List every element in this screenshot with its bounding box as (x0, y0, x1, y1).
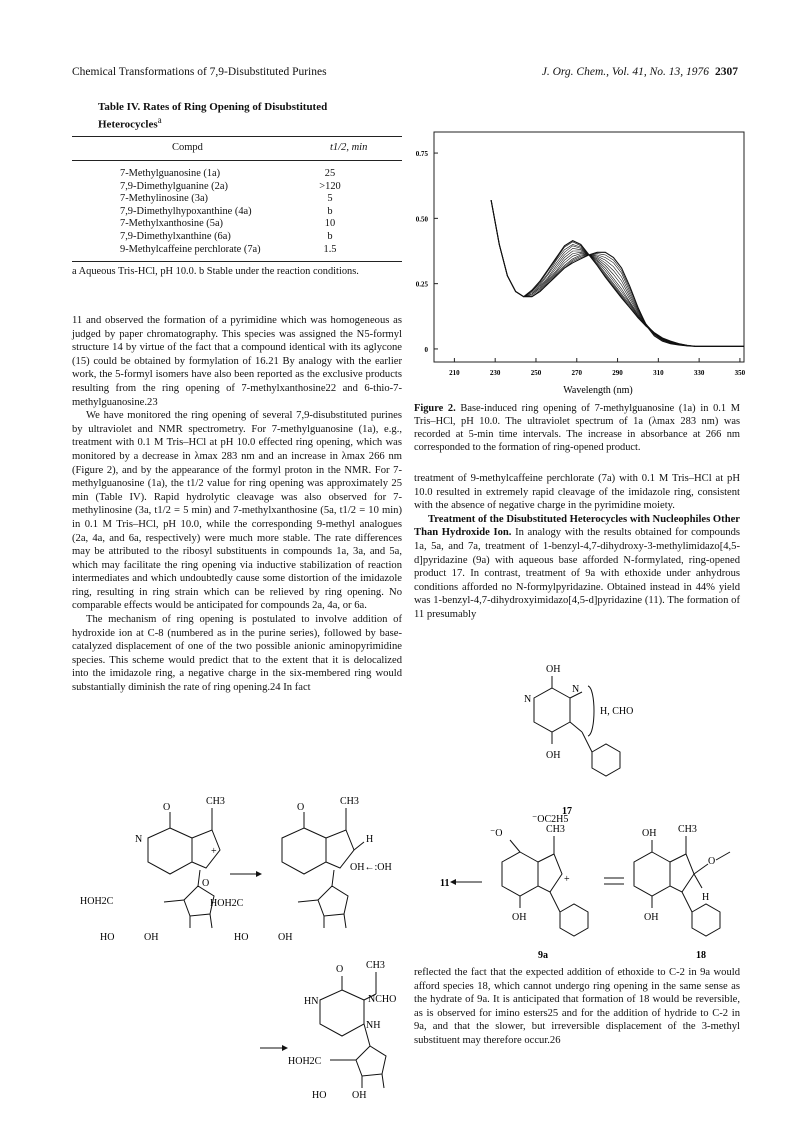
atom-n: N (572, 684, 580, 695)
x-tick-label: 270 (571, 369, 583, 377)
atom-oh: OH (144, 932, 159, 943)
x-tick-label: 310 (653, 369, 664, 377)
x-axis-label: Wavelength (nm) (563, 385, 633, 396)
y-tick-label: 0.75 (415, 150, 428, 159)
atom-oh: OH (546, 664, 561, 675)
spectrum-line (491, 200, 744, 346)
table-row (120, 193, 360, 205)
table-title (98, 101, 388, 132)
half-life-value: b (327, 231, 333, 242)
atom-hn: HN (304, 996, 319, 1007)
ethoxide: ⁻OC2H5 (532, 814, 569, 825)
table-top-rule (72, 136, 402, 137)
paragraph: treatment of 9-methylcaffeine perchlorate (7a) with 0.1 M Tris–HCl at pH 10.0 resulted in extremely rapid cleavage of the imidazole ring, consistent with the absence of negative charge in the pyrimidine moiety. (414, 473, 740, 512)
table-number: Table IV. (98, 101, 141, 113)
journal-citation (542, 66, 738, 78)
compound-name: 7,9-Dimethylhypoxanthine (4a) (120, 205, 252, 217)
x-tick-label: 230 (489, 369, 501, 377)
y-tick-label: 0.50 (415, 215, 428, 224)
x-tick-label: 250 (530, 369, 542, 377)
atom-o: O (708, 856, 716, 867)
half-life-value: b (327, 205, 333, 217)
journal-name: J. Org. Chem., Vol. 41, No. 13, 1976 (541, 66, 709, 78)
figure-caption (414, 402, 740, 454)
atom-oh: OH (512, 912, 527, 923)
spectrum-line (491, 200, 744, 346)
table-row (120, 168, 360, 180)
table-row (120, 218, 360, 230)
atom-o: O (336, 964, 344, 975)
atom-ho: HO (100, 932, 115, 943)
spectrum-line (491, 200, 744, 346)
atom-nh: NH (366, 1020, 381, 1031)
atom-hoh2c: HOH2C (210, 898, 244, 909)
table-row (120, 231, 360, 243)
half-life-value: 1.5 (323, 243, 337, 255)
spectrum-line (491, 200, 744, 346)
y-tick-label: 0 (424, 345, 428, 354)
y-tick-label: 0.25 (415, 280, 428, 289)
section-heading: Treatment of the Disubstituted Heterocycles with Nucleophiles Other Than Hydroxide Ion. (414, 513, 740, 539)
spectrum-line (491, 200, 744, 346)
uv-spectrum-chart (408, 100, 748, 400)
atom-ho: HO (312, 1090, 327, 1101)
compound-name: 7-Methylguanosine (1a) (120, 168, 221, 179)
half-life-value: 25 (324, 168, 336, 179)
x-tick-label: 330 (693, 369, 705, 377)
spectrum-line (491, 200, 744, 346)
paragraph: reflected the fact that the expected addition of ethoxide to C-2 in 9a would afford species 18, which cannot undergo ring opening in the same sense as the hydrate of 9a. It is anticipated that formation of 18 would be reversible, as is observed for imino esters25 and for the addition of hydride to C-2 in 9a, and that the slower, but irreversible displacement of the 3-methyl substituent may therefore occur.26 (414, 967, 740, 1046)
spectrum-line (491, 200, 744, 346)
atom-oh: OH (352, 1090, 367, 1101)
col-t-half: t1/2, min (330, 142, 368, 153)
table-title-sup: a (157, 115, 162, 125)
atom-hoh2c: HOH2C (80, 896, 114, 907)
ring-opening-scheme (60, 790, 410, 1130)
compound-name: 9-Methylcaffeine perchlorate (7a) (120, 243, 261, 255)
plot-frame (434, 132, 744, 362)
paragraph: The mechanism of ring opening is postulated to involve addition of hydroxide ion at C-8 (numbered as in the purine series), followed by base-catalyzed displacement of one of the two possible anionic aminopyrimidine species. This scheme would predict that to the extent that it is delocalized into the imidazole ring, a negative charge in the six-membered ring would substantially diminish the rate of ring opening.24 In fact (72, 614, 402, 694)
col-compd: Compd (172, 142, 203, 153)
paragraph: 11 and observed the formation of a pyrimidine which was homogeneous as judged by paper chromatography. This species was assigned the N5-formyl structure 14 by virtue of the fact that a compound identical with its aglycone (15) could be obtained by formylation of 16.21 By analogy with the earlier work, the 5-formyl isomers have also been reported as the exclusive products resulting from the ring opening of 7-methylxanthosine22 and 6-thio-7-methylguanosine.23 (72, 315, 402, 408)
atom-n: N (135, 834, 143, 845)
running-head: Chemical Transformations of 7,9-Disubstituted Purines (72, 66, 327, 78)
ring-o: O (202, 878, 210, 889)
x-tick-label: 350 (734, 369, 746, 377)
atom-hoh2c: HOH2C (288, 1056, 322, 1067)
compound-label-17: 17 (562, 806, 572, 817)
atom-ho: HO (234, 932, 249, 943)
atom-oh: OH (546, 750, 561, 761)
chart-axes (416, 132, 746, 377)
right-column-text-2 (414, 966, 740, 1048)
hcho-substituent: H, CHO (600, 706, 634, 717)
compound-label-9a: 9a (538, 950, 548, 961)
spectrum-line (491, 200, 744, 346)
structure-17 (520, 662, 660, 822)
spectrum-line (491, 200, 744, 346)
spectrum-line (491, 200, 744, 346)
spectrum-line (491, 200, 744, 346)
half-life-value: 10 (324, 218, 336, 230)
half-life-value: >120 (319, 180, 341, 192)
atom-ncho: NCHO (368, 994, 397, 1005)
paragraph: In analogy with the results obtained for compounds 1a, 5a, and 7a, treatment of 1-benzyl-4,7-dihydroxy-3-methylimidazo[4,5-d]pyridazine (9a) with aqueous base afforded N-formylated, ring-opened product 17. In contrast, treatment of 9a with ethoxide under anhydrous conditions afforded no N-formylpyridazine. Obtained instead in 44% yield was 1-benzyl-4,7-dihydroxyimidazo[4,5-d]pyridazine (11). The formation of 11 presumably (414, 527, 740, 620)
ethoxide-scheme (420, 812, 750, 962)
table-row (120, 181, 360, 193)
chart-series (491, 200, 744, 346)
atom-h: H (702, 892, 710, 903)
atom-o-minus: ⁻O (490, 828, 503, 839)
structure-1a (148, 808, 220, 928)
right-column-text (414, 472, 740, 622)
table-row (120, 206, 360, 218)
plus-charge: + (564, 874, 570, 885)
compound-name: 7,9-Dimethylxanthine (6a) (120, 231, 231, 242)
atom-oh: OH (278, 932, 293, 943)
table-header-rule (72, 160, 402, 161)
table-title-text: Rates of Ring Opening of Disubstituted Heterocycles (98, 101, 328, 131)
atom-ch3: CH3 (340, 796, 359, 807)
paragraph: We have monitored the ring opening of several 7,9-disubstituted purines by ultraviolet and NMR spectrometry. For 7-methylguanosine (1a), e.g., treatment with 0.1 M Tris–HCl at pH 10.0 effected ring opening, which was monitored by a decrease in λmax 283 nm and an increase in λmax 266 nm (Figure 2), and by the appearance of the formyl proton in the NMR. For 7-methylguanosine (1a), the t1/2 value for ring opening was approximately 25 min (Table IV). Rapid hydrolytic cleavage was also observed for 7-methylinosine (3a, t1/2 = 5 min) and 7-methylxanthosine (5a, t1/2 = 10 min) in 0.1 M Tris–HCl, pH 10.0, while the corresponding 9-methyl analogues (2a, 4a, and 6a, respectively) were much more stable. The rate differences may be attributed to the ribosyl substituents in compounds 1a, 3a, and 5a, which may facilitate the ring opening via inductive stabilization of reaction intermediates and which undoubtedly cause some distortion of the imidazole ring, resulting in ring strain which can be relieved by ring opening. No comparable effects would be anticipated for compounds 2a, 4a, or 6a. (72, 410, 402, 612)
compound-label-18: 18 (696, 950, 706, 961)
atom-ch3: CH3 (206, 796, 225, 807)
atom-ch3: CH3 (366, 960, 385, 971)
x-tick-label: 290 (612, 369, 623, 377)
compound-name: 7-Methylinosine (3a) (120, 193, 209, 205)
atom-o: O (297, 802, 305, 813)
atom-n: N (524, 694, 532, 705)
compound-name: 7,9-Dimethylguanine (2a) (120, 180, 228, 192)
half-life-value: 5 (327, 193, 333, 205)
plus-charge: + (211, 846, 217, 857)
figure-caption-text: Base-induced ring opening of 7-methylguanosine (1a) in 0.1 M Tris–HCl, pH 10.0. The ultraviolet spectrum of 1a (λmax 283 nm) was recorded at 5-min time intervals. The increase in absorbance at 266 nm corresponded to the formation of ring-opened product. (414, 403, 740, 453)
spectrum-line (491, 200, 744, 346)
atom-o: O (163, 802, 171, 813)
page-number: 2307 (715, 66, 738, 78)
table-row (120, 244, 360, 256)
x-tick-label: 210 (449, 369, 460, 377)
table-footnote: a Aqueous Tris-HCl, pH 10.0. b Stable under the reaction conditions. (72, 266, 359, 277)
figure-label: Figure 2. (414, 403, 456, 414)
table-bottom-rule (72, 261, 402, 262)
atom-ch3: CH3 (678, 824, 697, 835)
left-column-text (72, 314, 402, 695)
compound-name: 7-Methylxanthosine (5a) (120, 218, 224, 230)
hydroxide-attack: OH←:OH (350, 862, 392, 873)
atom-h: H (366, 834, 374, 845)
atom-oh: OH (644, 912, 659, 923)
atom-oh: OH (642, 828, 657, 839)
atom-ch3: CH3 (546, 824, 565, 835)
compound-label-11: 11 (440, 878, 450, 889)
